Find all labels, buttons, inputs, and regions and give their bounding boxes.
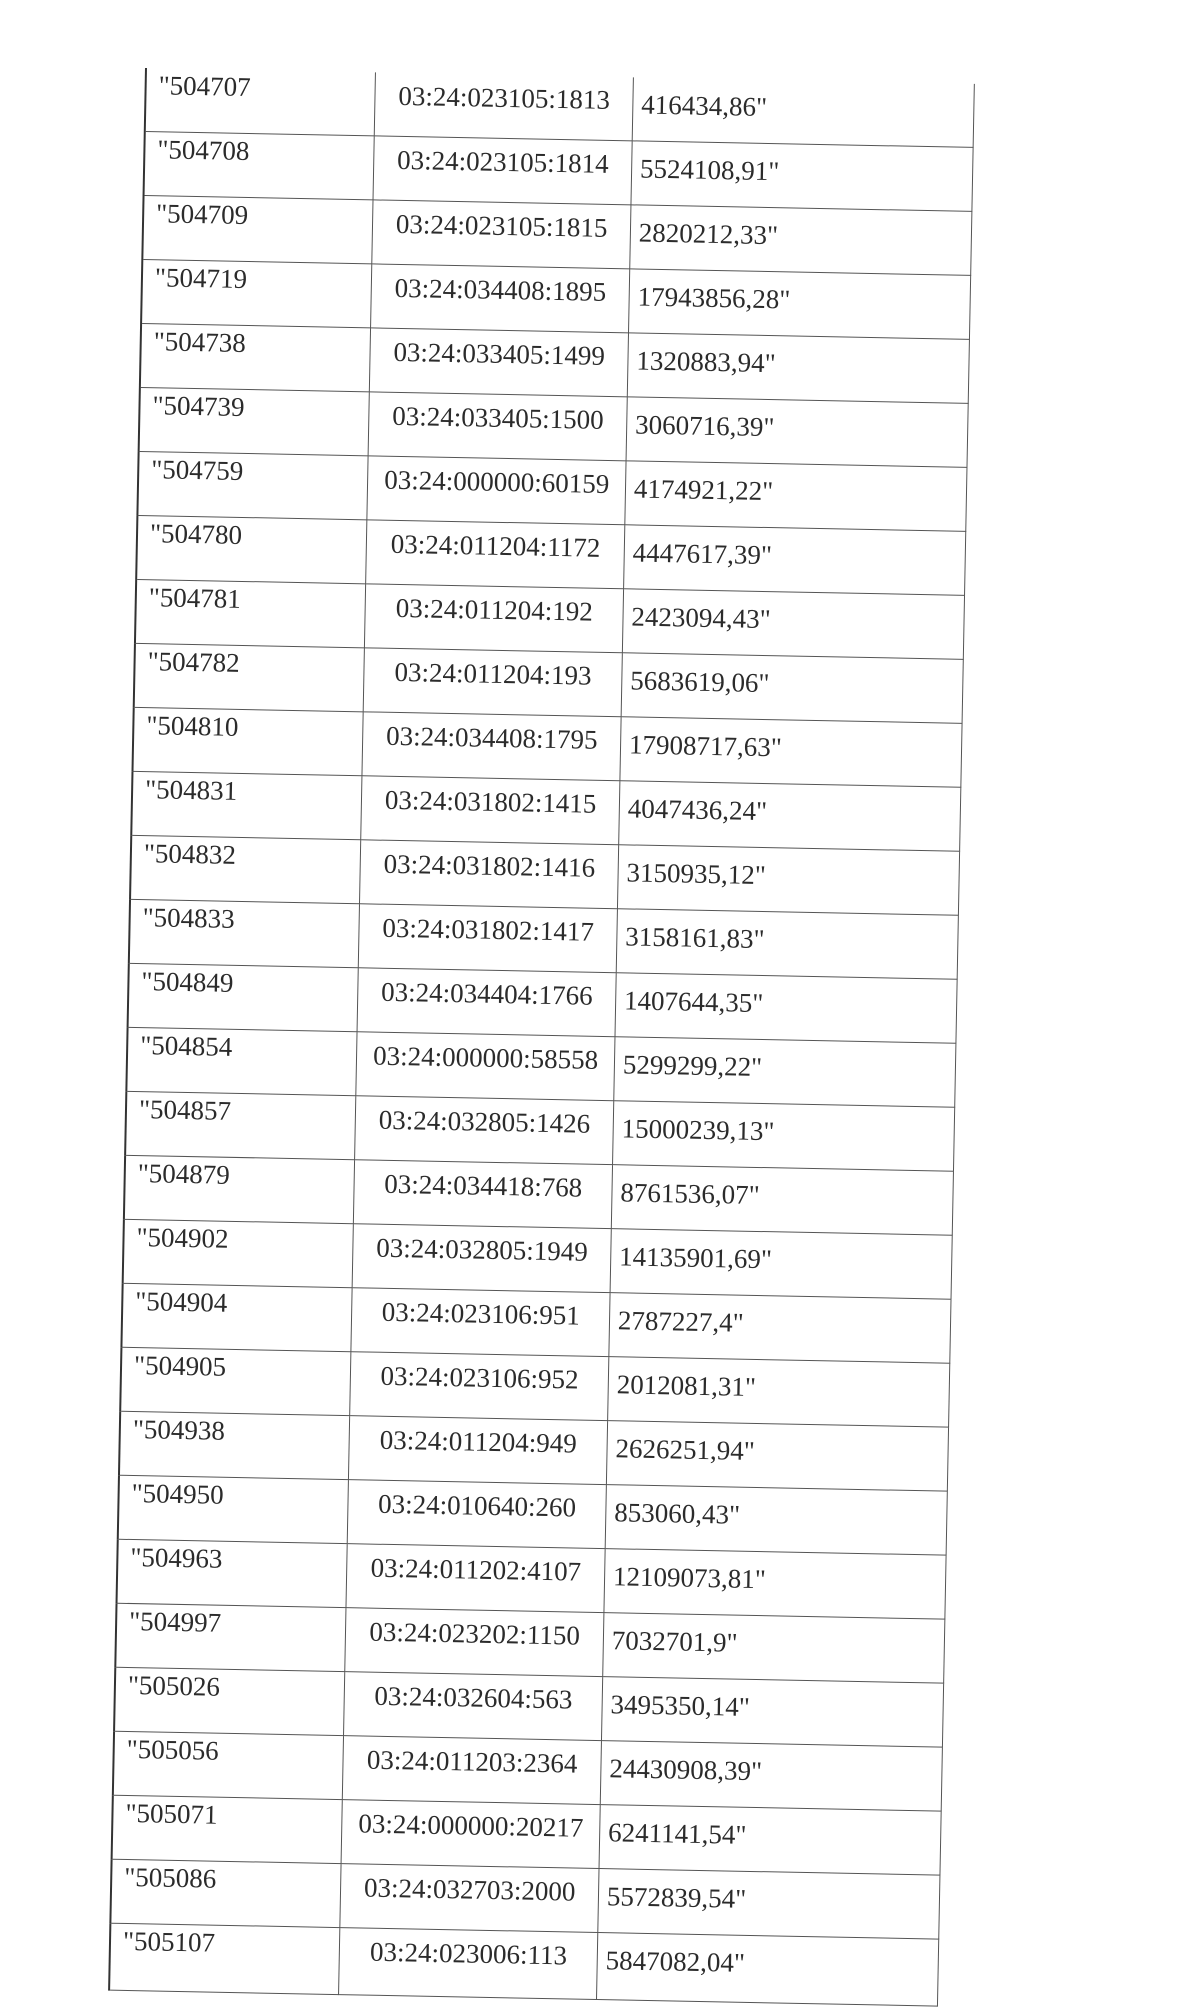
object-number-cell: "504950 <box>118 1475 349 1543</box>
cadastral-number-cell: 03:24:023106:951 <box>351 1288 610 1357</box>
cadastral-number-cell: 03:24:023006:113 <box>339 1928 598 2000</box>
object-number-cell: "504780 <box>136 515 367 583</box>
object-number-cell: "504709 <box>142 195 373 263</box>
cadastral-number-cell: 03:24:031802:1415 <box>361 776 620 845</box>
object-number-cell: "504739 <box>139 387 370 455</box>
object-number-cell: "505056 <box>113 1731 344 1799</box>
object-number-cell: "504938 <box>119 1411 350 1479</box>
cadastral-number-cell: 03:24:032805:1949 <box>352 1224 611 1293</box>
cadastral-value-cell: 15000239,13" <box>612 1101 954 1172</box>
cadastral-number-cell: 03:24:011204:192 <box>365 584 624 653</box>
cadastral-number-cell: 03:24:000000:20217 <box>341 1800 600 1869</box>
cadastral-value-cell: 6241141,54" <box>599 1805 941 1876</box>
object-number-cell: "505071 <box>112 1795 343 1863</box>
cadastral-value-cell: 17943856,28" <box>628 269 970 340</box>
object-number-cell: "504810 <box>132 707 363 775</box>
cadastral-value-cell: 3150935,12" <box>617 845 959 916</box>
cadastral-number-cell: 03:24:031802:1416 <box>360 840 619 909</box>
cadastral-number-cell: 03:24:023106:952 <box>350 1352 609 1421</box>
object-number-cell: "504833 <box>129 899 360 967</box>
cadastral-number-cell: 03:24:011203:2364 <box>343 1736 602 1805</box>
cadastral-number-cell: 03:24:032604:563 <box>344 1672 603 1741</box>
object-number-cell: "504719 <box>141 259 372 327</box>
cadastral-number-cell: 03:24:011204:949 <box>349 1416 608 1485</box>
cadastral-number-cell: 03:24:000000:58558 <box>356 1032 615 1101</box>
object-number-cell: "504849 <box>128 963 359 1031</box>
cadastral-value-cell: 4447617,39" <box>624 525 966 596</box>
cadastral-number-cell: 03:24:034404:1766 <box>357 968 616 1037</box>
object-number-cell: "504854 <box>126 1027 357 1095</box>
cadastral-value-cell: 3495350,14" <box>601 1677 943 1748</box>
cadastral-value-cell: 14135901,69" <box>610 1229 952 1300</box>
object-number-cell: "504857 <box>125 1091 356 1159</box>
cadastral-number-cell: 03:24:011202:4107 <box>346 1544 605 1613</box>
cadastral-value-cell: 8761536,07" <box>611 1165 953 1236</box>
object-number-cell: "504997 <box>115 1603 346 1671</box>
cadastral-value-cell: 2820212,33" <box>630 205 972 276</box>
cadastral-value-cell: 5524108,91" <box>631 141 973 212</box>
cadastral-value-cell: 1320883,94" <box>627 333 969 404</box>
cadastral-number-cell: 03:24:032703:2000 <box>340 1864 599 1933</box>
cadastral-number-cell: 03:24:011204:1172 <box>366 520 625 589</box>
object-number-cell: "504708 <box>144 132 375 200</box>
cadastral-number-cell: 03:24:010640:260 <box>348 1480 607 1549</box>
cadastral-value-cell: 3060716,39" <box>626 397 968 468</box>
cadastral-value-cell: 5299299,22" <box>614 1037 956 1108</box>
cadastral-value-cell: 2787227,4" <box>609 1293 951 1364</box>
cadastral-value-cell: 4047436,24" <box>619 781 961 852</box>
object-number-cell: "505026 <box>114 1667 345 1735</box>
cadastral-value-cell: 416434,86" <box>632 77 974 147</box>
cadastral-value-cell: 853060,43" <box>605 1485 947 1556</box>
cadastral-value-cell: 5572839,54" <box>598 1869 940 1940</box>
cadastral-value-cell: 3158161,83" <box>616 909 958 980</box>
object-number-cell: "505107 <box>109 1923 340 1994</box>
object-number-cell: "504832 <box>130 835 361 903</box>
cadastral-number-cell: 03:24:031802:1417 <box>359 904 618 973</box>
object-number-cell: "504905 <box>120 1347 351 1415</box>
table-body <box>109 68 974 2006</box>
cadastral-number-cell: 03:24:033405:1500 <box>368 392 627 461</box>
cadastral-value-cell: 24430908,39" <box>600 1741 942 1812</box>
cadastral-number-cell: 03:24:023105:1814 <box>373 136 632 205</box>
cadastral-value-cell: 5683619,06" <box>621 653 963 724</box>
cadastral-number-cell: 03:24:034408:1895 <box>371 264 630 333</box>
object-number-cell: "504781 <box>135 579 366 647</box>
cadastral-number-cell: 03:24:023105:1815 <box>372 200 631 269</box>
object-number-cell: "504707 <box>145 68 376 136</box>
object-number-cell: "505086 <box>110 1859 341 1927</box>
object-number-cell: "504831 <box>131 771 362 839</box>
cadastral-value-cell: 5847082,04" <box>596 1933 938 2007</box>
cadastral-number-cell: 03:24:023202:1150 <box>345 1608 604 1677</box>
cadastral-value-cell: 17908717,63" <box>620 717 962 788</box>
object-number-cell: "504759 <box>137 451 368 519</box>
cadastral-value-cell: 7032701,9" <box>603 1613 945 1684</box>
cadastral-number-cell: 03:24:034418:768 <box>354 1160 613 1229</box>
cadastral-value-cell: 2626251,94" <box>606 1421 948 1492</box>
cadastral-number-cell: 03:24:000000:60159 <box>367 456 626 525</box>
object-number-cell: "504902 <box>123 1219 354 1287</box>
cadastral-value-cell: 12109073,81" <box>604 1549 946 1620</box>
cadastral-number-cell: 03:24:034408:1795 <box>362 712 621 781</box>
cadastral-number-cell: 03:24:011204:193 <box>364 648 623 717</box>
object-number-cell: "504738 <box>140 323 371 391</box>
cadastral-value-cell: 2012081,31" <box>608 1357 950 1428</box>
object-number-cell: "504963 <box>117 1539 348 1607</box>
object-number-cell: "504879 <box>124 1155 355 1223</box>
object-number-cell: "504904 <box>121 1283 352 1351</box>
cadastral-value-cell: 2423094,43" <box>622 589 964 660</box>
cadastral-number-cell: 03:24:023105:1813 <box>375 72 634 140</box>
cadastral-number-cell: 03:24:032805:1426 <box>355 1096 614 1165</box>
cadastral-number-cell: 03:24:033405:1499 <box>370 328 629 397</box>
cadastral-value-cell: 4174921,22" <box>625 461 967 532</box>
object-number-cell: "504782 <box>134 643 365 711</box>
cadastral-value-table <box>108 68 975 2007</box>
cadastral-value-cell: 1407644,35" <box>615 973 957 1044</box>
